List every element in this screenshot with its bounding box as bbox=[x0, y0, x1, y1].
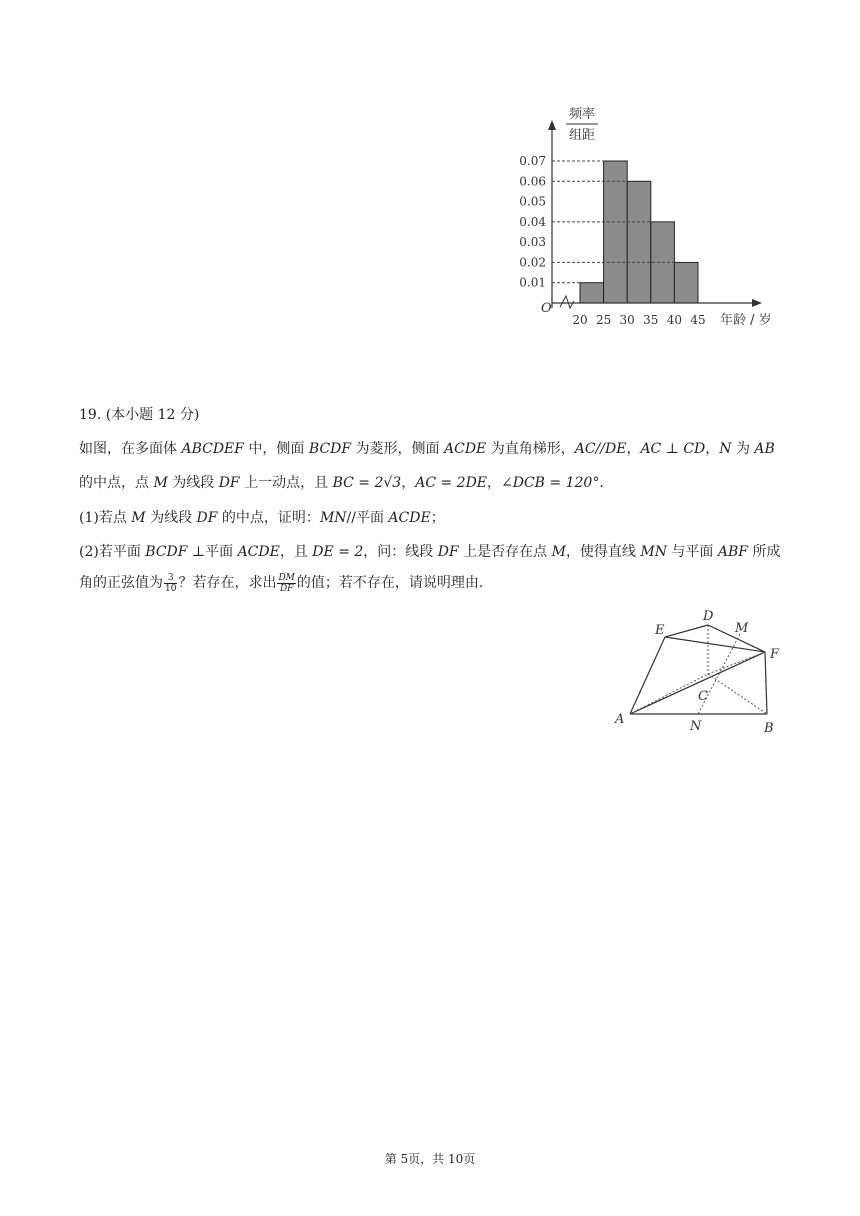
point-label-C: C bbox=[698, 689, 708, 704]
x-axis-arrow bbox=[752, 299, 762, 307]
x-tick-label-4: 35 bbox=[643, 313, 659, 327]
point-label-M: M bbox=[735, 621, 749, 636]
y-tick-label-2: 0.02 bbox=[519, 255, 546, 270]
x-tick-label-3: 30 bbox=[619, 313, 635, 327]
y-label-bottom: 组距 bbox=[568, 128, 596, 143]
y-tick-label-4: 0.04 bbox=[519, 214, 546, 229]
y-tick-label-7: 0.07 bbox=[519, 154, 546, 168]
question-part1: (1)若点 M 为线段 DF 的中点，证明：MN//平面 ACDE； bbox=[79, 510, 445, 526]
histogram-bar-5 bbox=[674, 262, 698, 303]
question-title: 19. (本小题 12 分) bbox=[79, 407, 200, 423]
x-tick-label-5: 40 bbox=[666, 313, 683, 327]
x-tick-label-2: 25 bbox=[595, 313, 612, 327]
point-label-N: N bbox=[690, 719, 702, 734]
question-part2-line2: 角的正弦值为 $\frac{3}{10}$ ？若存在，求出 $\frac{DM}{DF}$ 的值；若不存在，请说明理由. bbox=[79, 572, 484, 594]
ratio-fraction: $\frac{DM}{DF}$ bbox=[278, 572, 295, 594]
point-label-B: B bbox=[764, 721, 774, 736]
x-tick-label-6: 45 bbox=[690, 313, 706, 327]
y-axis-arrow bbox=[548, 120, 556, 130]
question-part2-line1: (2)若平面 BCDF ⊥平面 ACDE，且 DE = 2，问：线段 DF 上是否存在点 M，使得直线 MN 与平面 ABF 所成 bbox=[79, 544, 781, 560]
polyhedron-svg bbox=[610, 604, 790, 744]
histogram-bar-1 bbox=[580, 283, 604, 303]
histogram-svg bbox=[500, 96, 800, 336]
y-label-top: 频率 bbox=[568, 107, 596, 122]
y-tick-label-5: 0.05 bbox=[519, 194, 546, 209]
histogram-bar-3 bbox=[627, 181, 651, 303]
y-tick-label-3: 0.03 bbox=[519, 235, 546, 250]
y-tick-label-6: 0.06 bbox=[519, 174, 546, 189]
x-tick-label-1: 20 bbox=[572, 313, 588, 327]
histogram-bar-2 bbox=[604, 161, 628, 303]
question-intro-line2: 的中点，点 M 为线段 DF 上一动点，且 BC = 2√3，AC = 2DE，∠DCB = 120°. bbox=[79, 475, 604, 491]
y-tick-label-1: 0.01 bbox=[519, 275, 546, 290]
x-axis-label: 年龄 / 岁 bbox=[720, 313, 772, 328]
polyhedron-figure bbox=[610, 604, 790, 744]
axis-break-mark bbox=[560, 296, 574, 308]
point-label-A: A bbox=[615, 712, 625, 727]
point-label-D: D bbox=[703, 609, 714, 624]
point-label-F: F bbox=[770, 647, 780, 662]
page-footer: 第 5页，共 10页 bbox=[384, 1152, 476, 1166]
question-intro-line1: 如图，在多面体 ABCDEF 中，侧面 BCDF 为菱形，侧面 ACDE 为直角梯形，AC//DE，AC ⊥ CD，N 为 AB bbox=[79, 441, 775, 457]
sine-fraction: $\frac{3}{10}$ bbox=[165, 572, 177, 594]
origin-label: O bbox=[541, 301, 552, 316]
point-label-E: E bbox=[655, 623, 665, 638]
histogram-chart bbox=[500, 96, 800, 336]
